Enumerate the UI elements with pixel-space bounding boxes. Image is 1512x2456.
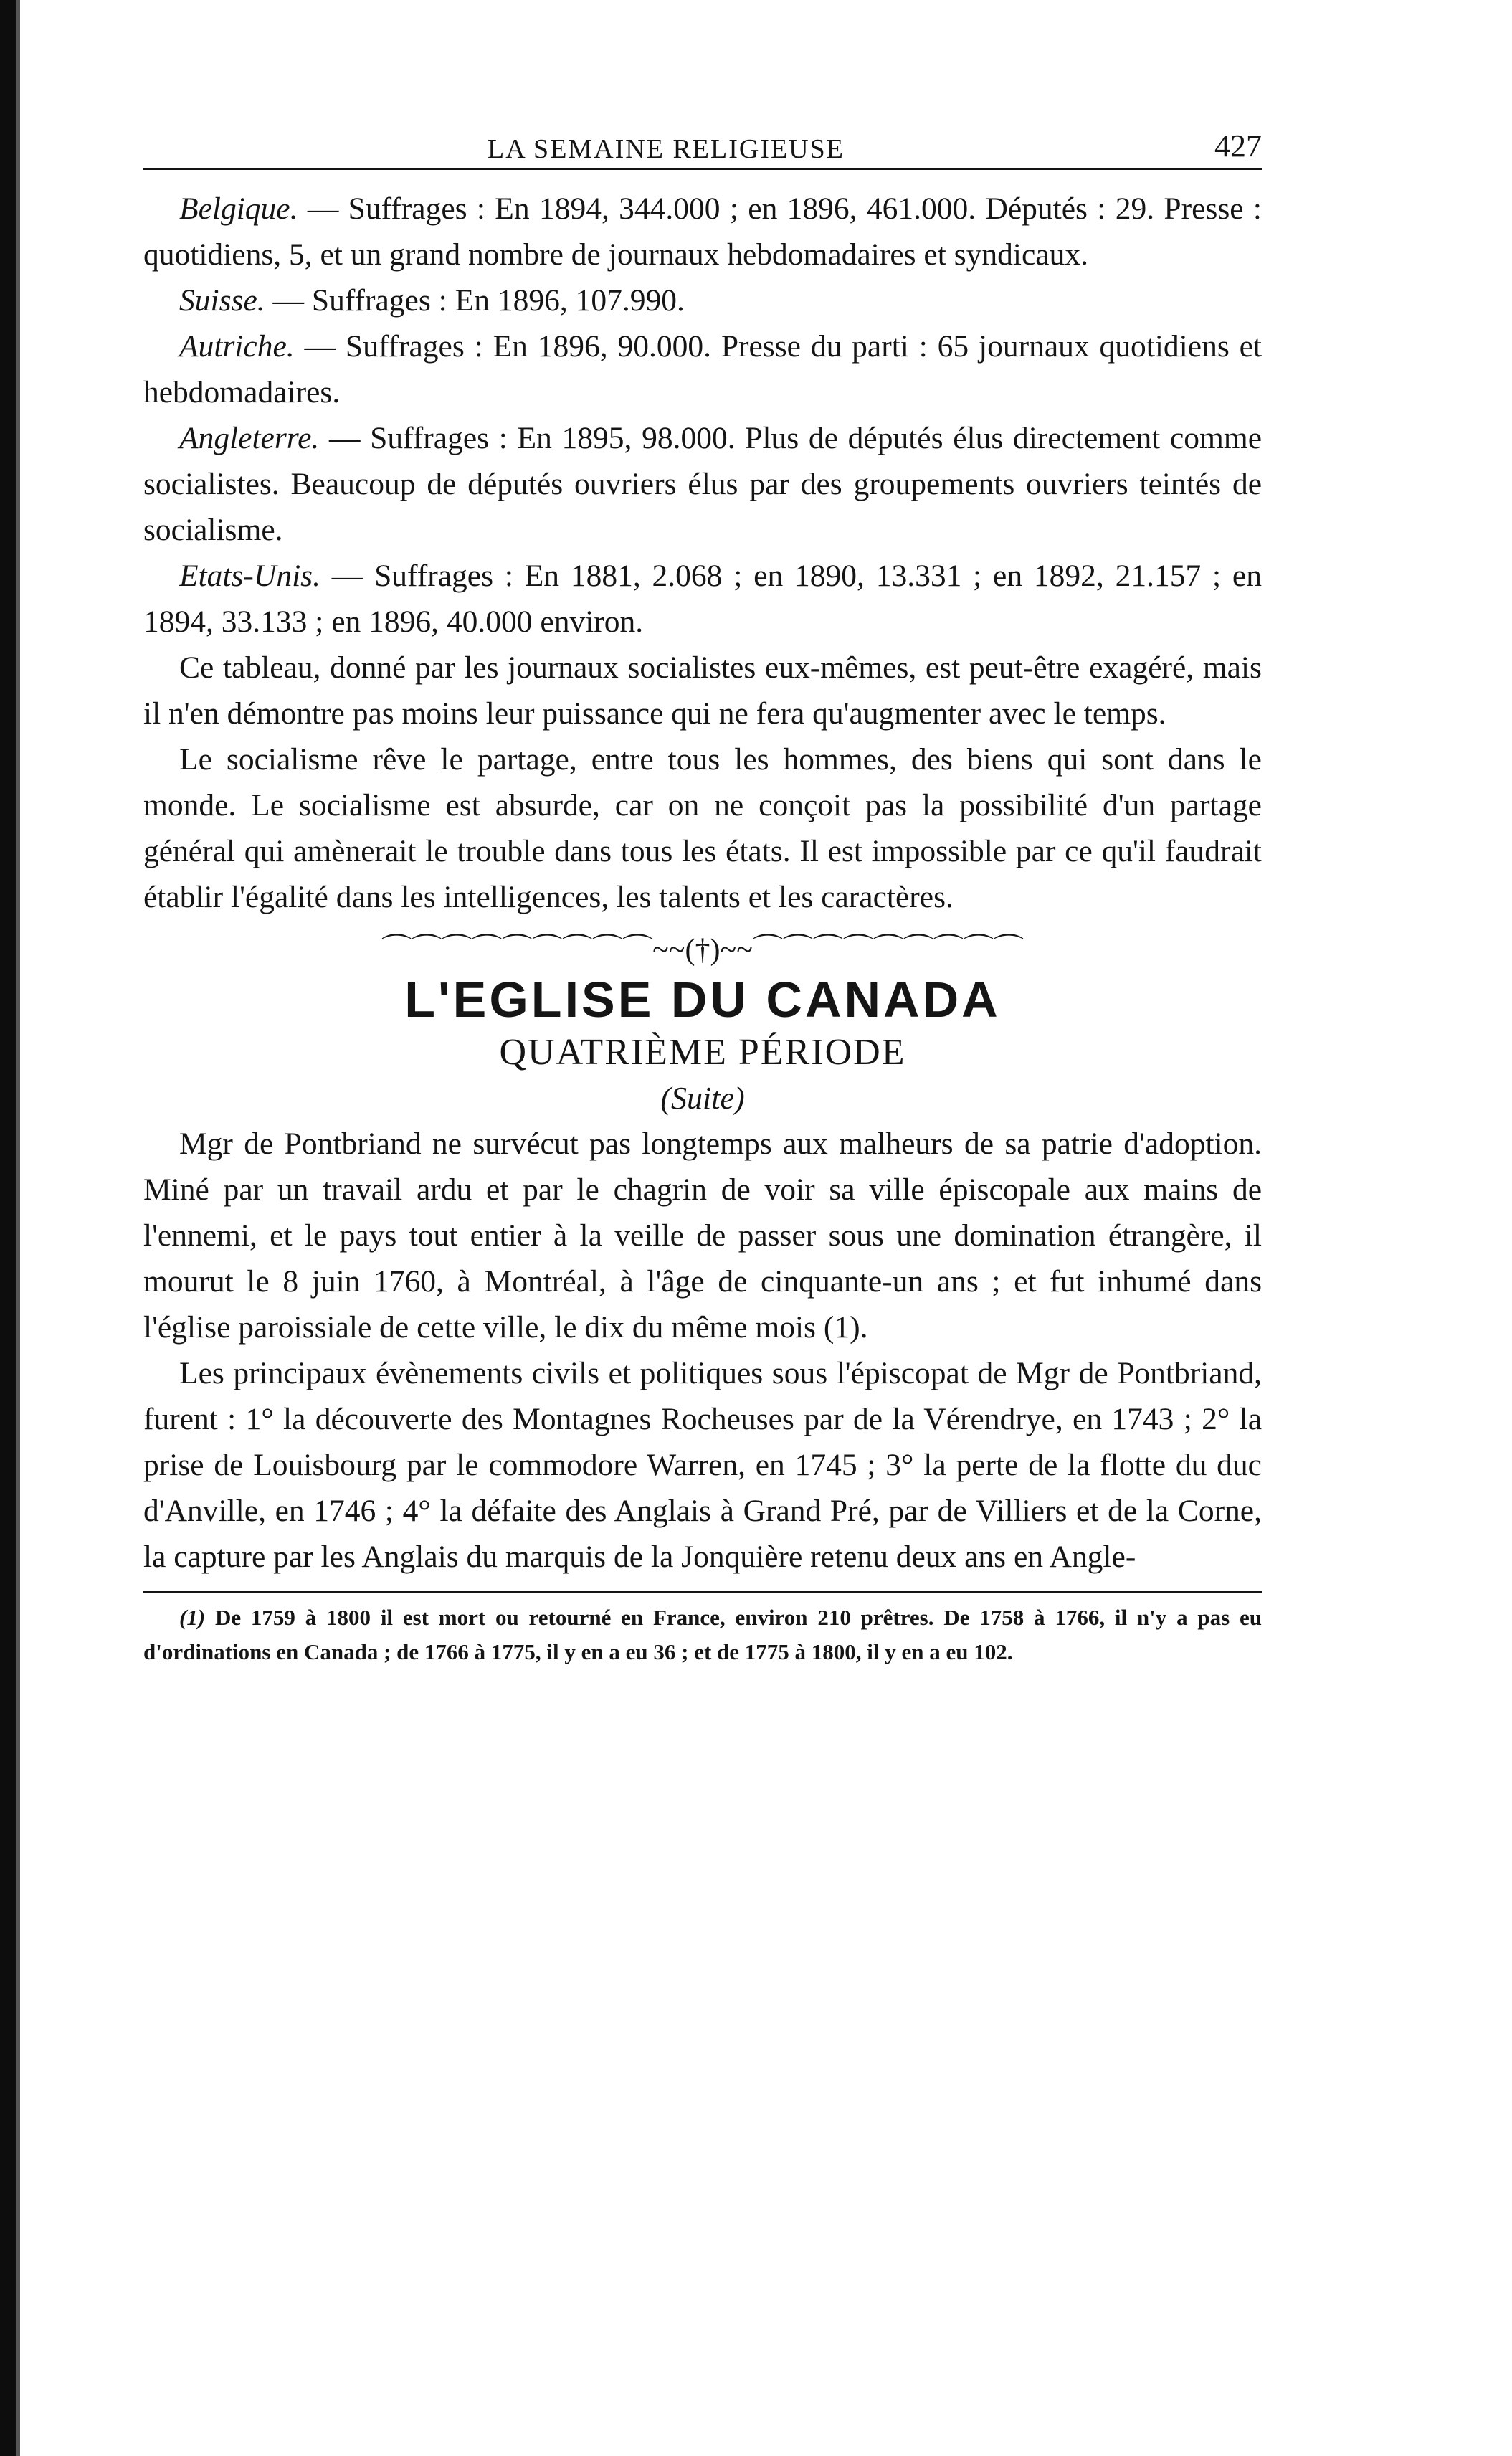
paragraph-tableau: Ce tableau, donné par les journaux socialistes eux-mêmes, est peut-être exagéré, mais il n'en démontre pas moins leur puissance qui ne fera qu'augmenter avec le temps. [143, 650, 1262, 731]
country-label: Etats-Unis. [179, 559, 320, 593]
country-label: Autriche. [179, 329, 295, 364]
section-note: (Suite) [660, 1081, 745, 1116]
stat-text: — Suffrages : En 1896, 90.000. Presse du parti : 65 journaux quotidiens et hebdomadaires. [143, 329, 1262, 409]
country-label: Belgique. [179, 191, 298, 226]
page-number: 427 [1214, 128, 1262, 163]
footnote-number: (1) [179, 1605, 206, 1630]
scan-border-shadow [16, 0, 20, 2456]
section-title: L'EGLISE DU CANADA [404, 972, 1001, 1028]
ornament-divider: ⌒⌒⌒⌒⌒⌒⌒⌒⌒~~(†)~~⌒⌒⌒⌒⌒⌒⌒⌒⌒ [381, 934, 1024, 967]
stat-angleterre [143, 415, 1262, 553]
country-label: Suisse. [179, 283, 265, 318]
footnote [143, 1601, 1262, 1669]
footnote-rule [143, 1591, 1262, 1593]
stat-text: — Suffrages : En 1881, 2.068 ; en 1890, 13.331 ; en 1892, 21.157 ; en 1894, 33.133 ; en 1896, 40.000 environ. [143, 559, 1262, 639]
paragraph-socialisme: Le socialisme rêve le partage, entre tous les hommes, des biens qui sont dans le monde. Le socialisme est absurde, car on ne conçoit pas la possibilité d'un partage général qui amènerait le trouble dans tous les états. Il est impossible par ce qu'il faudrait établir l'égalité dans les intelligences, les talents et les caractères. [143, 742, 1262, 914]
stat-etats-unis [143, 553, 1262, 645]
running-head [143, 108, 1262, 165]
stat-suisse [143, 278, 1262, 323]
footnote-text: De 1759 à 1800 il est mort ou retourné en France, environ 210 prêtres. De 1758 à 1766, il n'y a pas eu d'ordinations en Canada ; de 1766 à 1775, il y en a eu 36 ; et de 1775 à 1800, il y en a eu 102. [143, 1605, 1262, 1664]
paragraph-pontbriand: Mgr de Pontbriand ne survécut pas longtemps aux malheurs de sa patrie d'adoption. Miné par un travail ardu et par le chagrin de voir sa ville épiscopale aux mains de l'ennemi, et le pays tout entier à la veille de passer sous une domination étrangère, il mourut le 8 juin 1760, à Montréal, à l'âge de cinquante-un ans ; et fut inhumé dans l'église paroissiale de cette ville, le dix du même mois (1). [143, 1127, 1262, 1345]
stat-belgique [143, 186, 1262, 278]
section-subtitle: QUATRIÈME PÉRIODE [499, 1032, 906, 1073]
stat-autriche [143, 323, 1262, 415]
paragraph-evenements: Les principaux évènements civils et politiques sous l'épiscopat de Mgr de Pontbriand, furent : 1° la découverte des Montagnes Rocheuses par de la Vérendrye, en 1743 ; 2° la prise de Louisbourg par le commodore Warren, en 1745 ; 3° la perte de la flotte du duc d'Anville, en 1746 ; 4° la défaite des Anglais à Grand Pré, par de Villiers et de la Corne, la capture par les Anglais du marquis de la Jonquière retenu deux ans en Angle- [143, 1356, 1262, 1574]
header-rule [143, 168, 1262, 170]
running-title: LA SEMAINE RELIGIEUSE [488, 134, 845, 164]
stat-text: — Suffrages : En 1896, 107.990. [265, 283, 685, 318]
stat-text: — Suffrages : En 1894, 344.000 ; en 1896, 461.000. Députés : 29. Presse : quotidiens, 5, et un grand nombre de journaux hebdomadaires et syndicaux. [143, 191, 1262, 272]
scan-border [0, 0, 16, 2456]
stat-text: — Suffrages : En 1895, 98.000. Plus de députés élus directement comme socialistes. Beaucoup de députés ouvriers élus par des groupements ouvriers teintés de socialisme. [143, 421, 1262, 547]
country-label: Angleterre. [179, 421, 320, 455]
page [143, 108, 1262, 1669]
